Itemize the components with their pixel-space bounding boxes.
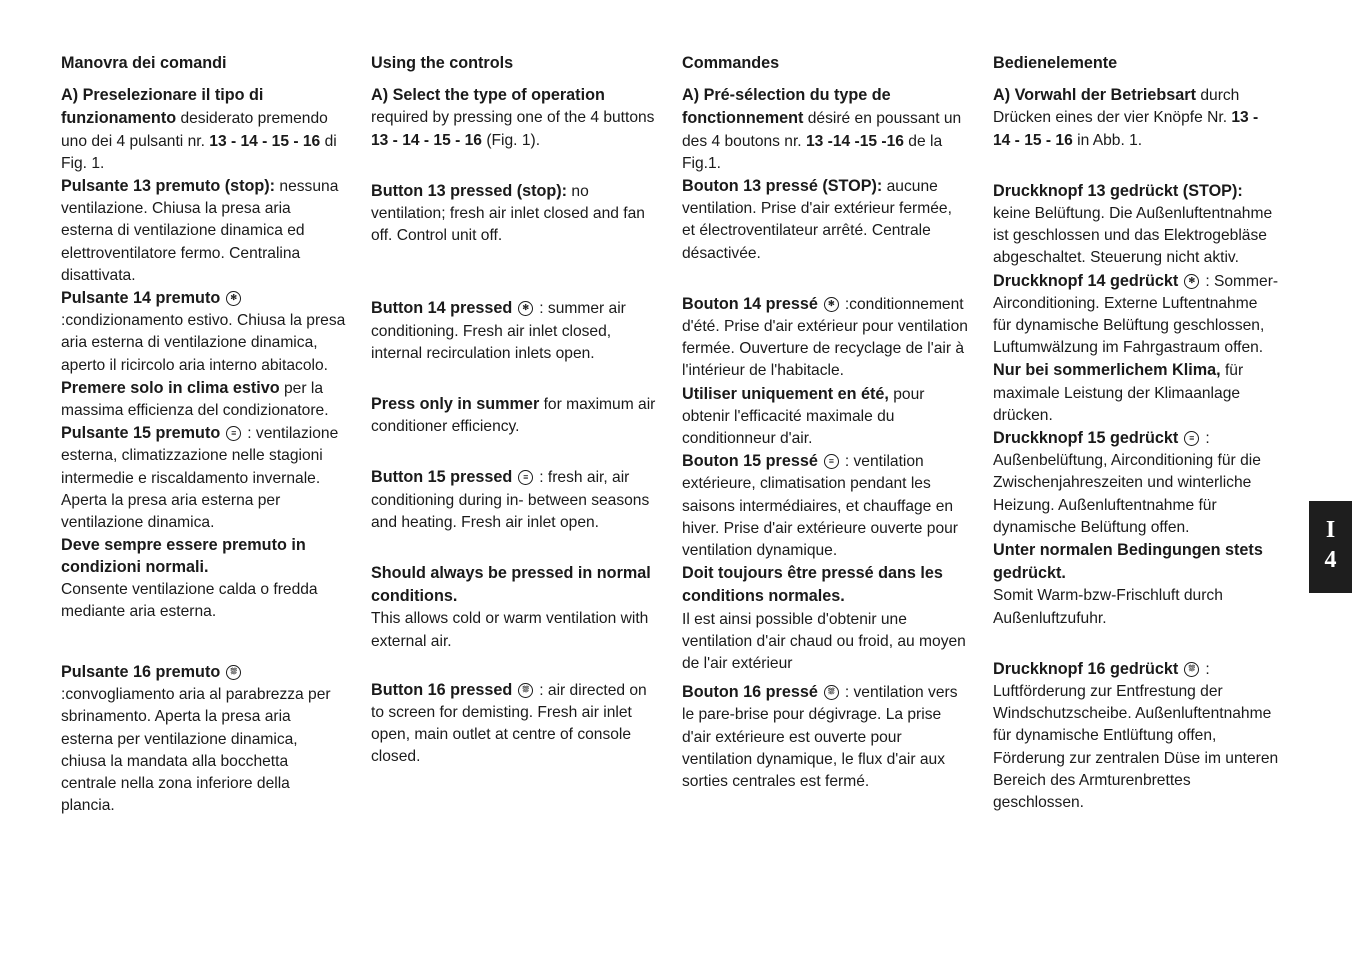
- normal-conditions-text: This allows cold or warm ventilation with external air.: [371, 610, 649, 650]
- button-14-title: Pulsante 14 premuto: [61, 289, 221, 308]
- section-heading: Bedienelemente: [993, 54, 1118, 72]
- paragraph-preselect: [371, 84, 657, 152]
- preselect-numbers: 13 -14 -15 -16: [805, 132, 904, 150]
- paragraph-button-13: [61, 175, 347, 287]
- snowflake-icon: [226, 291, 241, 306]
- paragraph-button-14: [682, 293, 968, 383]
- button-16-text: : ventilation vers le pare-brise pour dégivrage. La prise d'air extérieure est ouverte pour ventilation dynamique, le flux d'air aux sorties centrales est fermé.: [682, 684, 958, 791]
- normal-conditions-title: Unter normalen Bedingungen stets gedrückt.: [993, 541, 1263, 583]
- preselect-title: A) Preselezionare il tipo di funzionamento: [61, 86, 264, 128]
- paragraph-summer-only: [682, 383, 968, 451]
- summer-only-text: per la massima efficienza del condizionatore.: [61, 379, 329, 420]
- normal-conditions-title: Deve sempre essere premuto in condizioni normali.: [61, 536, 306, 577]
- preselect-numbers: 13 - 14 - 15 - 16: [209, 132, 321, 150]
- preselect-end: (Fig. 1).: [486, 131, 541, 149]
- normal-conditions-title: Should always be pressed in normal conditions.: [371, 564, 651, 606]
- paragraph-button-16: [61, 661, 347, 817]
- paragraph-button-15: [993, 427, 1279, 539]
- preselect-text: desiderato premendo uno dei 4 pulsanti nr.: [61, 110, 328, 150]
- section-tab: [1309, 501, 1352, 593]
- button-13-title: Druckknopf 13 gedrückt (STOP):: [993, 181, 1243, 200]
- snowflake-icon: [518, 301, 533, 316]
- normal-conditions-text: Il est ainsi possible d'obtenir une ventilation d'air chaud ou froid, au moyen de l'air extérieur: [682, 610, 966, 673]
- summer-only-text: pour obtenir l'efficacité maximale du conditionneur d'air.: [682, 385, 925, 448]
- preselect-title: A) Vorwahl der Betriebsart: [993, 86, 1196, 105]
- button-15-text: : ventilazione esterna, climatizzazione nelle stagioni intermedie e riscaldamento invernale. Aperta la presa aria esterna per ventilazione dinamica.: [61, 425, 339, 532]
- paragraph-preselect: [993, 84, 1279, 152]
- preselect-end: di Fig. 1.: [61, 132, 337, 172]
- snowflake-icon: [1184, 274, 1199, 289]
- paragraph-summer-only: [61, 377, 347, 422]
- paragraph-normal-conditions: [682, 562, 968, 675]
- button-16-text: : air directed on to screen for demisting. Fresh air inlet open, main outlet at centre of console closed.: [371, 681, 647, 766]
- button-16-title: Bouton 16 pressé: [682, 683, 818, 702]
- section-tab-number: 4: [1324, 547, 1337, 573]
- button-14-text: : Sommer-Airconditioning. Externe Luftentnahme für dynamische Belüftung geschlossen, Luftumwälzung im Fahrgastraum offen.: [993, 272, 1279, 357]
- normal-conditions-text: Somit Warm-bzw-Frischluft durch Außenluftzufuhr.: [993, 587, 1223, 627]
- paragraph-button-13: [371, 180, 657, 248]
- button-14-title: Bouton 14 pressé: [682, 294, 818, 313]
- button-14-text: :condizionamento estivo. Chiusa la presa aria esterna di ventilazione dinamica, aperto il ricircolo aria interno abitacolo.: [61, 312, 346, 374]
- button-14-title: Button 14 pressed: [371, 299, 513, 318]
- button-16-title: Pulsante 16 premuto: [61, 663, 221, 682]
- preselect-numbers: 13 - 14 - 15 - 16: [371, 131, 482, 149]
- column-italian: [61, 52, 347, 818]
- paragraph-button-13: [993, 180, 1279, 270]
- normal-conditions-text: Consente ventilazione calda o fredda mediante aria esterna.: [61, 580, 318, 620]
- button-13-title: Button 13 pressed (stop):: [371, 181, 568, 200]
- button-14-text: :conditionnement d'été. Prise d'air extérieur pour ventilation fermée. Ouverture de recyclage de l'air à l'intérieur de l'habitacle.: [682, 295, 968, 380]
- windscreen-demist-icon: [518, 683, 533, 698]
- button-13-text: keine Belüftung. Die Außenluftentnahme ist geschlossen und das Elektrogebläse abgeschaltet. Steuerung nicht aktiv.: [993, 205, 1273, 267]
- preselect-end: de la Fig.1.: [682, 132, 943, 172]
- preselect-numbers: 13 - 14 - 15 - 16: [993, 109, 1259, 149]
- summer-only-title: Premere solo in clima estivo: [61, 378, 280, 397]
- button-15-text: : fresh air, air conditioning during in- between seasons and heating. Fresh air inlet open.: [371, 469, 650, 531]
- paragraph-summer-only: [993, 359, 1279, 427]
- button-15-text: : ventilation extérieure, climatisation pendant les saisons intermédiaires, et chauffage en hiver. Prise d'air extérieure ouverte pour ventilation dynamique.: [682, 453, 959, 560]
- paragraph-summer-only: [371, 393, 657, 438]
- button-13-title: Bouton 13 pressé (STOP):: [682, 177, 883, 196]
- paragraph-button-16: [371, 679, 657, 769]
- paragraph-normal-conditions: [371, 562, 657, 653]
- summer-only-text: for maximum air conditioner efficiency.: [371, 396, 656, 436]
- summer-only-title: Nur bei sommerlichem Klima,: [993, 361, 1221, 380]
- paragraph-preselect: [682, 84, 968, 175]
- button-13-text: aucune ventilation. Prise d'air extérieur fermée, et électroventilateur arrêté. Centrale désactivée.: [682, 178, 952, 262]
- preselect-text: désiré en poussant un des 4 boutons nr.: [682, 110, 962, 150]
- button-16-text: :convogliamento aria al parabrezza per sbrinamento. Aperta la presa aria esterna per ventilazione dinamica, chiusa la mandata alla bocchetta centrale nella zona inferiore della plancia.: [61, 686, 331, 815]
- preselect-text: required by pressing one of the 4 buttons: [371, 109, 655, 127]
- section-tab-letter: I: [1325, 517, 1336, 543]
- summer-only-text: für maximale Leistung der Klimaanlage drücken.: [993, 362, 1244, 424]
- button-16-title: Druckknopf 16 gedrückt: [993, 659, 1179, 678]
- paragraph-button-15: [371, 466, 657, 534]
- paragraph-button-14: [61, 287, 347, 377]
- summer-only-title: Utiliser uniquement en été,: [682, 384, 889, 403]
- windscreen-demist-icon: [226, 665, 241, 680]
- fresh-air-icon: [518, 470, 533, 485]
- paragraph-button-16: [993, 658, 1279, 814]
- normal-conditions-title: Doit toujours être pressé dans les conditions normales.: [682, 564, 943, 606]
- paragraph-button-15: [682, 450, 968, 562]
- section-heading: Commandes: [682, 54, 780, 72]
- fresh-air-icon: [824, 454, 839, 469]
- paragraph-button-13: [682, 175, 968, 265]
- column-french: [682, 52, 968, 793]
- preselect-end: in Abb. 1.: [1077, 131, 1143, 149]
- button-14-text: : summer air conditioning. Fresh air inlet closed, internal recirculation inlets open.: [371, 300, 626, 362]
- paragraph-normal-conditions: [61, 534, 347, 623]
- summer-only-title: Press only in summer: [371, 395, 540, 414]
- section-heading: Manovra dei comandi: [61, 54, 227, 72]
- button-15-title: Button 15 pressed: [371, 468, 513, 487]
- button-15-title: Bouton 15 pressé: [682, 452, 818, 471]
- paragraph-button-16: [682, 681, 968, 793]
- paragraph-button-14: [993, 270, 1279, 360]
- column-english: [371, 52, 657, 769]
- preselect-title: A) Select the type of operation: [371, 86, 605, 105]
- preselect-text: durch Drücken eines der vier Knöpfe Nr.: [993, 87, 1240, 127]
- column-german: [993, 52, 1279, 814]
- button-13-text: no ventilation; fresh air inlet closed and fan off. Control unit off.: [371, 182, 645, 245]
- paragraph-preselect: [61, 84, 347, 175]
- button-14-title: Druckknopf 14 gedrückt: [993, 271, 1179, 290]
- button-15-title: Pulsante 15 premuto: [61, 424, 221, 443]
- button-16-title: Button 16 pressed: [371, 680, 513, 699]
- snowflake-icon: [824, 297, 839, 312]
- section-heading: Using the controls: [371, 54, 514, 72]
- paragraph-normal-conditions: [993, 539, 1279, 630]
- button-15-text: : Außenbelüftung, Airconditioning für die Zwischenjahreszeiten und winterliche Heizung. Außenluftentnahme für dynamische Belüftung offen.: [993, 430, 1261, 536]
- windscreen-demist-icon: [824, 685, 839, 700]
- button-16-text: : Luftförderung zur Entfrestung der Windschutzscheibe. Außenluftentnahme für dynamische Entlüftung offen, Förderung zur zentralen Düse im unteren Bereich des Armturenbrettes geschlossen.: [993, 660, 1279, 812]
- preselect-title: A) Pré-sélection du type de fonctionnement: [682, 86, 891, 128]
- paragraph-button-15: [61, 422, 347, 534]
- fresh-air-icon: [226, 426, 241, 441]
- fresh-air-icon: [1184, 431, 1199, 446]
- paragraph-button-14: [371, 297, 657, 365]
- button-13-title: Pulsante 13 premuto (stop):: [61, 177, 276, 196]
- windscreen-demist-icon: [1184, 662, 1199, 677]
- button-13-text: nessuna ventilazione. Chiusa la presa aria esterna di ventilazione dinamica ed elettroventilatore fermo. Centralina disattivata.: [61, 178, 339, 284]
- button-15-title: Druckknopf 15 gedrückt: [993, 429, 1179, 448]
